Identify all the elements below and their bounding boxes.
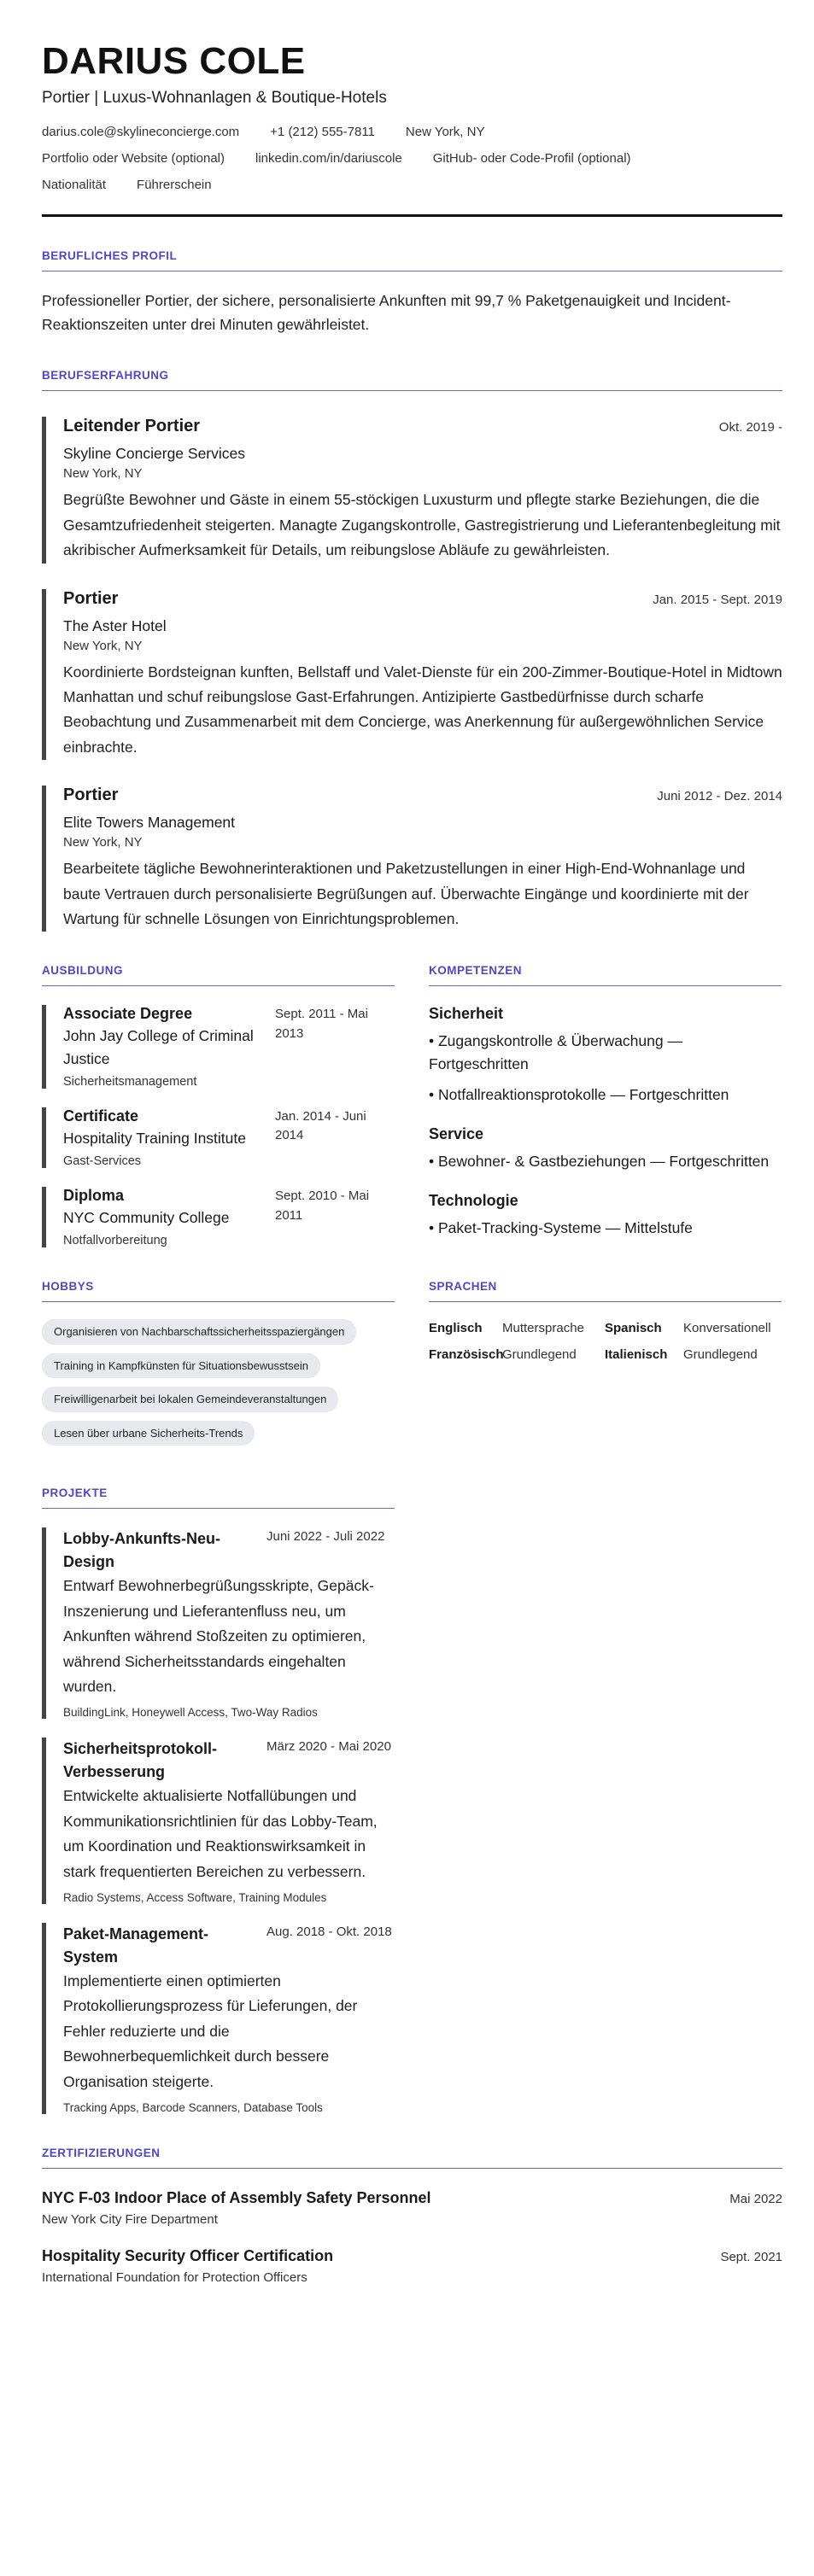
edu-field: Notfallvorbereitung [63, 1234, 167, 1248]
edu-field: Sicherheitsmanagement [63, 1074, 197, 1089]
cert-issuer: International Foundation for Protection Officers [42, 2269, 307, 2285]
job-company: Elite Towers Management [63, 814, 236, 832]
edu-dates: Jan. 2014 - Juni 2014 [275, 1108, 366, 1143]
language-name: Italienisch [605, 1347, 668, 1363]
job-title: Portier [63, 786, 119, 805]
section-title-skills: KOMPETENZEN [429, 964, 782, 986]
job-location: New York, NY [63, 466, 143, 482]
projects-section [42, 1454, 395, 2113]
education-item [42, 1005, 395, 1089]
project-title: Lobby-Ankunfts-Neu-Design [63, 1530, 220, 1571]
cert-date: Mai 2022 [729, 2191, 782, 2206]
language-level: Muttersprache [502, 1321, 584, 1336]
language-level: Konversationell [683, 1321, 771, 1336]
edu-dates: Sept. 2010 - Mai 2011 [275, 1189, 370, 1223]
language-name: Französisch [429, 1347, 504, 1363]
certification-item [42, 2189, 782, 2227]
hobbies-section [42, 1247, 395, 1454]
edu-school: NYC Community College [63, 1209, 230, 1227]
linkedin-text: linkedin.com/in/dariuscole [255, 151, 402, 166]
certifications-section [42, 2147, 782, 2285]
candidate-subtitle: Portier | Luxus-Wohnanlagen & Boutique-Hotels [42, 89, 387, 108]
skills-section [429, 932, 782, 1247]
edu-degree: Certificate [63, 1107, 139, 1124]
education-skills-row [42, 932, 782, 1247]
section-title-certifications: ZERTIFIZIERUNGEN [42, 2147, 782, 2169]
project-dates: März 2020 - Mai 2020 [266, 1739, 391, 1755]
edu-degree: Diploma [63, 1187, 125, 1205]
job-company: The Aster Hotel [63, 616, 167, 634]
project-item [42, 1923, 395, 2114]
project-title: Sicherheitsprotokoll-Verbesserung [63, 1740, 218, 1781]
hobbies-languages-row [42, 1247, 782, 1454]
phone-text: +1 (212) 555-7811 [270, 125, 375, 140]
project-tech: Tracking Apps, Barcode Scanners, Database Tools [63, 2100, 323, 2114]
project-tech: Radio Systems, Access Software, Training Modules [63, 1891, 327, 1904]
experience-section [42, 369, 782, 932]
section-title-hobbies: HOBBYS [42, 1280, 395, 1302]
section-title-experience: BERUFSERFAHRUNG [42, 369, 782, 391]
job-title: Leitender Portier [63, 417, 201, 436]
job-description: Bearbeitete tägliche Bewohnerinteraktionen und Paketzustellungen in einer High-End-Wohnanlage und baute Vertrauen durch personalisierte Begrüßungen auf. Überwachte Eingänge und koordinierte mit der Wartung für schnelle Lösungen von Einrichtungsproblemen. [63, 860, 749, 927]
contact-row-extra [42, 178, 782, 192]
section-title-profile: BERUFLICHES PROFIL [42, 249, 782, 272]
hobby-pill: Organisieren von Nachbarschaftssicherheitsspaziergängen [42, 1319, 356, 1345]
edu-school: Hospitality Training Institute [63, 1129, 246, 1147]
license-text: Führerschein [137, 178, 212, 193]
skill-item: • Bewohner- & Gastbeziehungen — Fortgeschritten [429, 1152, 770, 1170]
cert-title: Hospitality Security Officer Certification [42, 2246, 334, 2264]
hobby-list [42, 1319, 395, 1454]
experience-item [42, 786, 782, 932]
job-location: New York, NY [63, 638, 143, 653]
language-name: Englisch [429, 1321, 483, 1336]
skill-item: • Paket-Tracking-Systeme — Mittelstufe [429, 1218, 693, 1236]
edu-field: Gast-Services [63, 1154, 142, 1169]
project-description: Entwarf Bewohnerbegrüßungsskripte, Gepäck-Inszenierung und Lieferantenfluss neu, um Ankunften während Stoßzeiten zu optimieren, während Sicherheitsstandards eingehalten wurden. [63, 1577, 374, 1696]
language-level: Grundlegend [683, 1347, 758, 1363]
cert-date: Sept. 2021 [720, 2249, 782, 2264]
skill-item: • Notfallreaktionsprotokolle — Fortgeschritten [429, 1085, 729, 1103]
project-title: Paket-Management-System [63, 1925, 209, 1966]
job-company: Skyline Concierge Services [63, 445, 246, 463]
skill-category: Service [429, 1124, 484, 1142]
edu-degree: Associate Degree [63, 1005, 193, 1023]
contact-row-primary [42, 125, 782, 139]
job-location: New York, NY [63, 835, 143, 850]
education-item [42, 1187, 395, 1247]
contact-row-links [42, 151, 782, 166]
certification-item [42, 2247, 782, 2285]
project-tech: BuildingLink, Honeywell Access, Two-Way Radios [63, 1706, 318, 1720]
job-dates: Juni 2012 - Dez. 2014 [657, 789, 782, 804]
hobby-pill: Freiwilligenarbeit bei lokalen Gemeindeveranstaltungen [42, 1387, 338, 1412]
profile-summary: Professioneller Portier, der sichere, personalisierte Ankunften mit 99,7 % Paketgenauigkeit und Incident-Reaktionszeiten unter drei Minuten gewährleistet. [42, 292, 731, 334]
project-dates: Aug. 2018 - Okt. 2018 [266, 1925, 392, 1939]
hobby-pill: Training in Kampfkünsten für Situationsbewusstsein [42, 1353, 320, 1379]
cert-title: NYC F-03 Indoor Place of Assembly Safety Personnel [42, 2188, 431, 2206]
skill-category: Sicherheit [429, 1005, 504, 1023]
project-dates: Juni 2022 - Juli 2022 [266, 1529, 385, 1545]
job-dates: Jan. 2015 - Sept. 2019 [653, 592, 782, 607]
profile-section [42, 249, 782, 336]
cert-issuer: New York City Fire Department [42, 2211, 218, 2227]
project-item [42, 1527, 395, 1719]
job-description: Begrüßte Bewohner und Gäste in einem 55-stöckigen Luxusturm und pflegte starke Beziehungen, die die Gesamtzufriedenheit steigerten. Managte Zugangskontrolle, Gastregistrierung und Lieferantenbegleitung mit akribischer Aufmerksamkeit für Details, um reibungslose Abläufe zu gewährleisten. [63, 491, 781, 559]
section-title-education: AUSBILDUNG [42, 964, 395, 986]
languages-section [429, 1247, 782, 1454]
education-item [42, 1107, 395, 1168]
section-title-projects: PROJEKTE [42, 1487, 395, 1509]
education-section [42, 932, 395, 1247]
project-description: Implementierte einen optimierten Protokollierungsprozess für Lieferungen, der Fehler reduzierte und die Bewohnerbequemlichkeit durch bessere Organisation steigerte. [63, 1972, 358, 2090]
resume-header [42, 41, 782, 217]
experience-item [42, 589, 782, 761]
job-dates: Okt. 2019 - [718, 420, 782, 435]
language-grid [429, 1321, 782, 1362]
language-name: Spanisch [605, 1321, 662, 1336]
projects-row [42, 1454, 782, 2113]
nationality-text: Nationalität [42, 178, 107, 193]
email-text: darius.cole@skylineconcierge.com [42, 125, 240, 140]
experience-item [42, 417, 782, 563]
location-text: New York, NY [405, 125, 485, 140]
job-title: Portier [63, 588, 119, 608]
portfolio-text: Portfolio oder Website (optional) [42, 151, 225, 166]
job-description: Koordinierte Bordsteignan kunften, Bellstaff und Valet-Dienste für ein 200-Zimmer-Boutique-Hotel in Midtown Manhattan und schuf reibungslose Gast-Erfahrungen. Antizipierte Gastbedürfnisse durch scharfe Beobachtung und Zusammenarbeit mit dem Concierge, was Anerkennung für außergewöhnlichen Service einbrachte. [63, 663, 782, 756]
project-description: Entwickelte aktualisierte Notfallübungen und Kommunikationsrichtlinien für das Lobby-Team, um Koordination und Reaktionswirksamkeit in stark frequentierten Bereichen zu verbessern. [63, 1787, 378, 1880]
candidate-name: DARIUS COLE [42, 40, 306, 82]
edu-school: John Jay College of Criminal Justice [63, 1027, 254, 1067]
language-level: Grundlegend [502, 1347, 577, 1363]
hobby-pill: Lesen über urbane Sicherheits-Trends [42, 1421, 255, 1446]
header-divider [42, 214, 782, 217]
skill-item: • Zugangskontrolle & Überwachung — Fortgeschritten [429, 1032, 682, 1073]
skill-category: Technologie [429, 1191, 518, 1209]
section-title-languages: SPRACHEN [429, 1280, 782, 1302]
edu-dates: Sept. 2011 - Mai 2013 [275, 1007, 368, 1041]
github-text: GitHub- oder Code-Profil (optional) [432, 151, 631, 166]
project-item [42, 1738, 395, 1904]
